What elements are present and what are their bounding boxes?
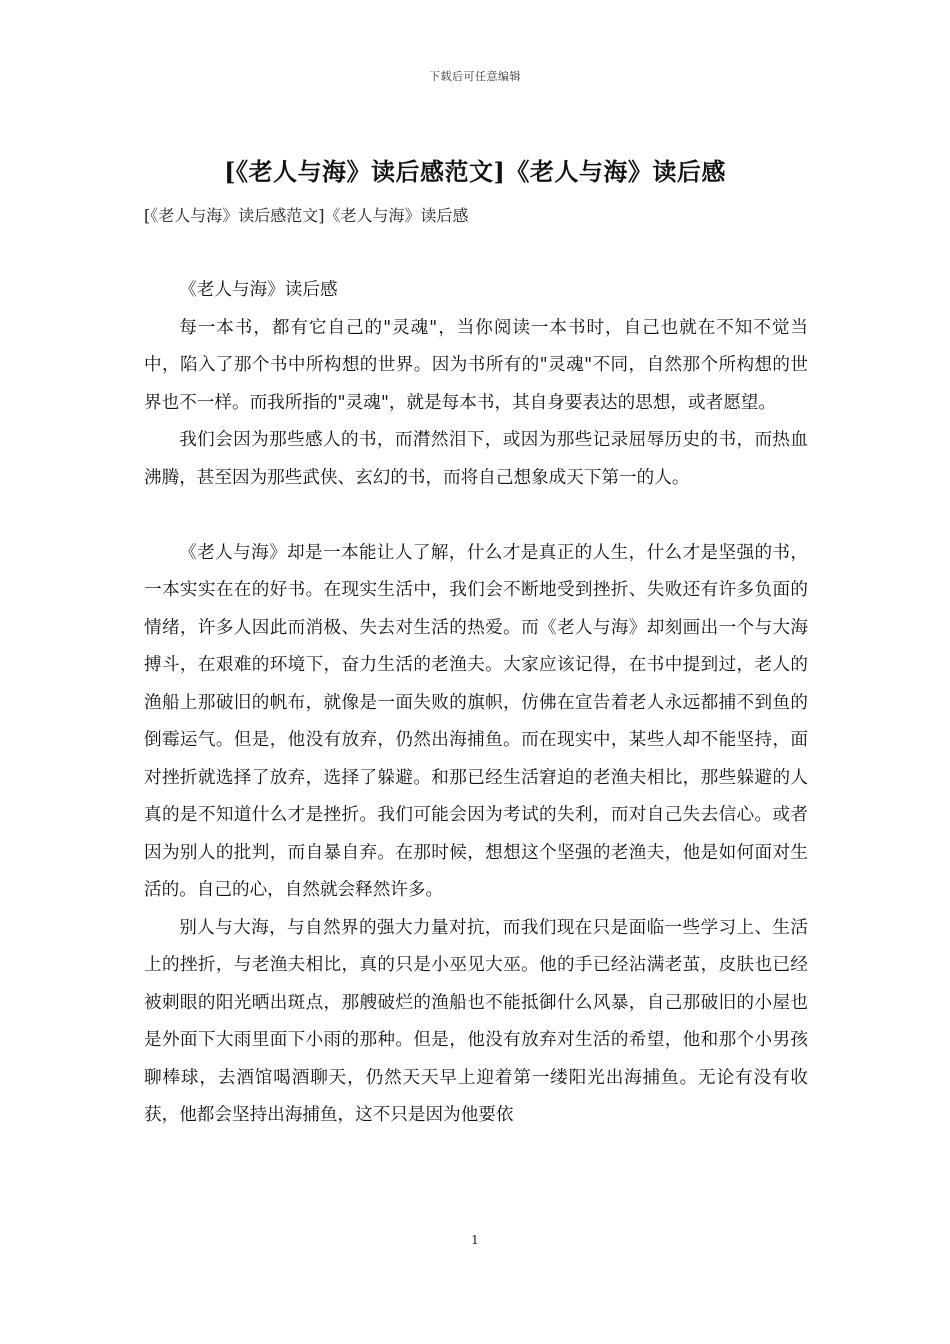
paragraph-heading: 《老人与海》读后感 [179,280,338,300]
document-body [144,272,808,1135]
paragraph: 别人与大海，与自然界的强大力量对抗，而我们现在只是面临一些学习上、生活上的挫折，与老渔夫相比，真的只是小巫见大巫。他的手已经沾满老茧，皮肤也已经被刺眼的阳光晒出斑点，那艘破烂的渔船也不能抵御什么风暴，自己那破旧的小屋也是外面下大雨里面下小雨的那种。但是，他没有放弃对生活的希望，他和那个小男孩聊棒球，去酒馆喝酒聊天，仍然天天早上迎着第一缕阳光出海捕鱼。无论有没有收获，他都会坚持出海捕鱼，这不只是因为他要依 [144,917,808,1125]
header-note: 下载后可任意编辑 [429,70,521,83]
document-subtitle: [《老人与海》读后感范文]《老人与海》读后感 [144,206,469,225]
document-title: [《老人与海》读后感范文]《老人与海》读后感 [224,157,726,186]
paragraph: 《老人与海》却是一本能让人了解，什么才是真正的人生，什么才是坚强的书，一本实实在在的好书。在现实生活中，我们会不断地受到挫折、失败还有许多负面的情绪，许多人因此而消极、失去对生活的热爱。而《老人与海》却刻画出一个与大海搏斗，在艰难的环境下，奋力生活的老渔夫。大家应该记得，在书中提到过，老人的渔船上那破旧的帆布，就像是一面失败的旗帜，仿佛在宣告着老人永远都捕不到鱼的倒霉运气。但是，他没有放弃，仍然出海捕鱼。而在现实中，某些人却不能坚持，面对挫折就选择了放弃，选择了躲避。和那已经生活窘迫的老渔夫相比，那些躲避的人真的是不知道什么才是挫折。我们可能会因为考试的失利，而对自己失去信心。或者因为别人的批判，而自暴自弃。在那时候，想想这个坚强的老渔夫，他是如何面对生活的。自己的心，自然就会释然许多。 [144,542,808,900]
paragraph: 我们会因为那些感人的书，而潸然泪下，或因为那些记录屈辱历史的书，而热血沸腾，甚至因为那些武侠、玄幻的书，而将自己想象成天下第一的人。 [144,430,808,488]
paragraph: 每一本书，都有它自己的"灵魂"，当你阅读一本书时，自己也就在不知不觉当中，陷入了那个书中所构想的世界。因为书所有的"灵魂"不同，自然那个所构想的世界也不一样。而我所指的"灵魂"，就是每本书，其自身要表达的思想，或者愿望。 [144,317,808,413]
page-number: 1 [471,1233,479,1247]
